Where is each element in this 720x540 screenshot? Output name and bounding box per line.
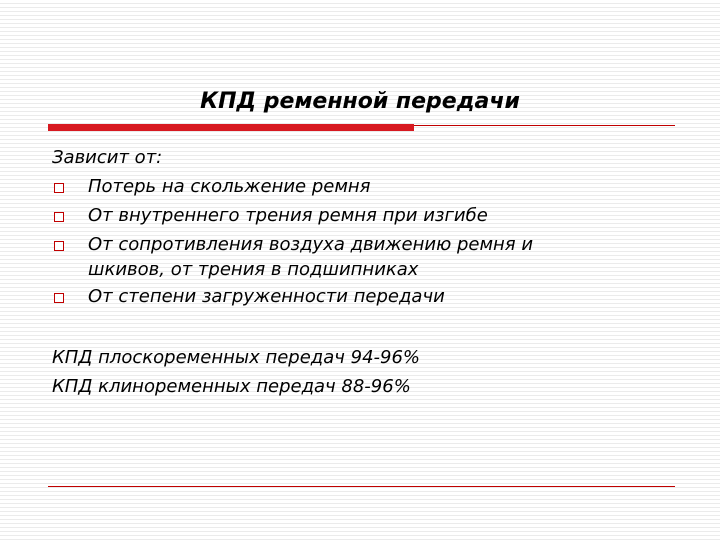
- bullet-list: [52, 172, 692, 311]
- efficiency-block: [52, 343, 692, 401]
- footer-divider: [48, 486, 675, 487]
- hollow-square-bullet-icon: [54, 212, 64, 222]
- title-divider-accent: [48, 124, 414, 131]
- efficiency-flat-belt: КПД плоскоременных передач 94-96%: [52, 347, 421, 368]
- bullet-text: От сопротивления воздуха движению ремня и: [88, 234, 534, 255]
- slide-title: КПД ременной передачи: [200, 89, 520, 114]
- bullet-text: Потерь на скольжение ремня: [88, 176, 371, 197]
- bullet-text: От внутреннего трения ремня при изгибе: [88, 205, 488, 226]
- bullet-item: [52, 172, 692, 201]
- intro-text: Зависит от:: [52, 147, 163, 168]
- bullet-item: [52, 230, 692, 282]
- hollow-square-bullet-icon: [54, 241, 64, 251]
- bullet-item: [52, 201, 692, 230]
- hollow-square-bullet-icon: [54, 293, 64, 303]
- bullet-text: От степени загруженности передачи: [88, 286, 445, 307]
- slide-body: [52, 143, 692, 401]
- bullet-item: [52, 282, 692, 311]
- efficiency-v-belt: КПД клиноременных передач 88-96%: [52, 376, 411, 397]
- hollow-square-bullet-icon: [54, 183, 64, 193]
- bullet-text-continuation: шкивов, от трения в подшипниках: [88, 259, 419, 280]
